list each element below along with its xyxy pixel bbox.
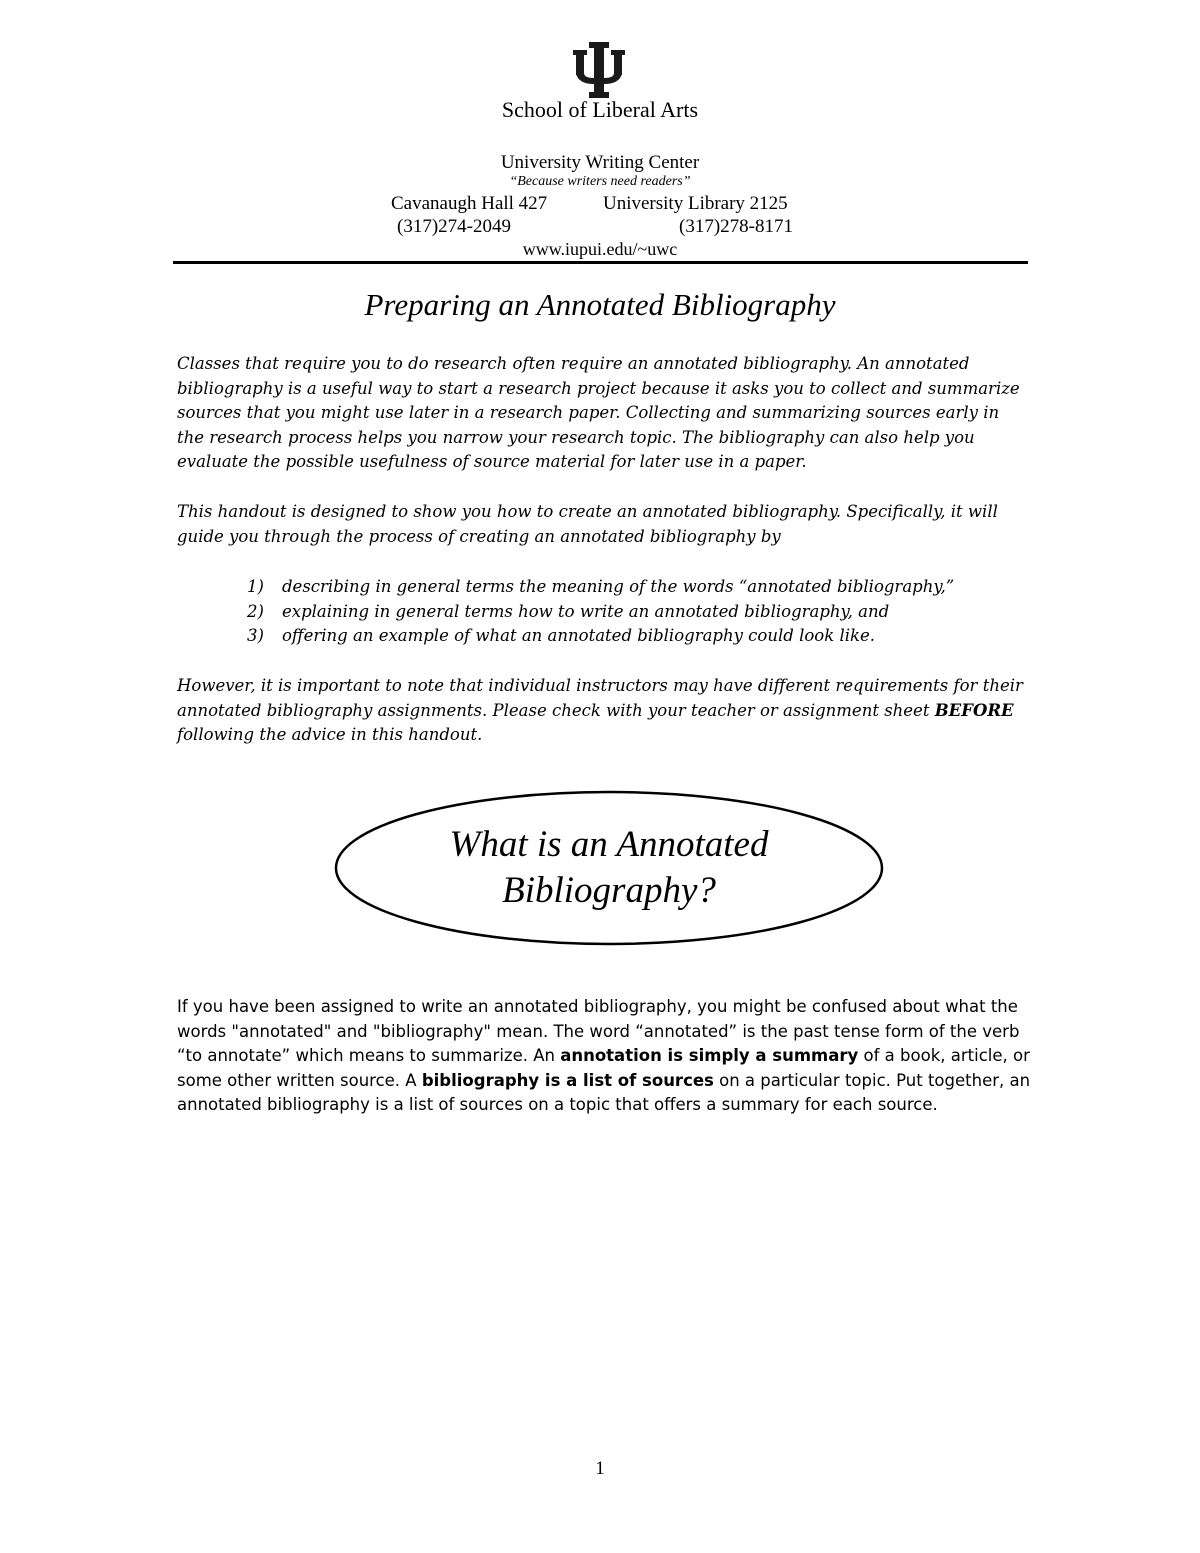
intro-paragraph-2: This handout is designed to show you how to create an annotated bibliography. Specifically, it will guide you through the process of creating an annotated bibliography by [177,502,998,546]
definition-paragraph [177,995,1032,1118]
section-heading-line-2: Bibliography? [502,870,716,911]
list-item [247,575,954,600]
writing-center-name: University Writing Center [500,152,700,173]
location-cavanaugh: Cavanaugh Hall 427 [391,193,548,214]
section-heading-line-1: What is an Annotated [449,824,769,865]
website-link[interactable]: www.iupui.edu/~uwc [522,239,678,259]
list-item [247,624,954,649]
school-name: School of Liberal Arts [501,97,699,122]
intro-paragraph-3 [177,674,1027,748]
paragraph-3-tail: following the advice in this handout. [177,725,483,745]
header-divider [173,261,1028,264]
definition-text-1: If you have been assigned to write an annotated bibliography, you might be confused about what the words "annotated" and "bibliography" mean. The word “annotated” is the past tense form of the verb “to annotate” which means to summarize. An [177,997,1020,1066]
phone-library: (317)278-8171 [679,216,793,237]
page-title: Preparing an Annotated Bibliography [364,287,836,322]
list-item [247,600,954,625]
bibliography-definition: bibliography is a list of sources [421,1070,714,1090]
list-item-text: offering an example of what an annotated bibliography could look like. [282,626,876,646]
list-item-text: describing in general terms the meaning of the words “annotated bibliography,” [282,577,955,596]
list-item-number: 3) [247,626,264,646]
university-trident-logo [570,42,628,98]
definition-text-2: of a book, article, or some other written source. A [177,1046,1030,1090]
section-heading [332,822,886,914]
page-number: 1 [595,1458,605,1479]
list-item-number: 2) [247,601,264,621]
before-emphasis: BEFORE [934,700,1014,720]
handout-steps-list [247,575,954,649]
list-item-number: 1) [247,577,264,596]
phone-cavanaugh: (317)274-2049 [397,216,511,237]
center-slogan: “Because writers need readers” [509,174,691,189]
intro-paragraph-1: Classes that require you to do research often require an annotated bibliography. An annotated bibliography is a useful way to start a research project because it asks you to collect and summarize sources that you might use later in a research paper. Collecting and summarizing sources early in the research process helps you narrow your research topic. The bibliography can also help you evaluate the possible usefulness of source material for later use in a paper. [177,354,1020,472]
location-library: University Library 2125 [603,193,788,214]
annotation-definition: annotation is simply a summary [560,1046,859,1066]
list-item-text: explaining in general terms how to write an annotated bibliography, and [282,601,890,621]
paragraph-3-text: However, it is important to note that individual instructors may have different requirements for their annotated bibliography assignments. Please check with your teacher or assignment sheet [177,676,1023,720]
definition-text-3: on a particular topic. Put together, an annotated bibliography is a list of sources on a topic that offers a summary for each source. [177,1070,1031,1115]
